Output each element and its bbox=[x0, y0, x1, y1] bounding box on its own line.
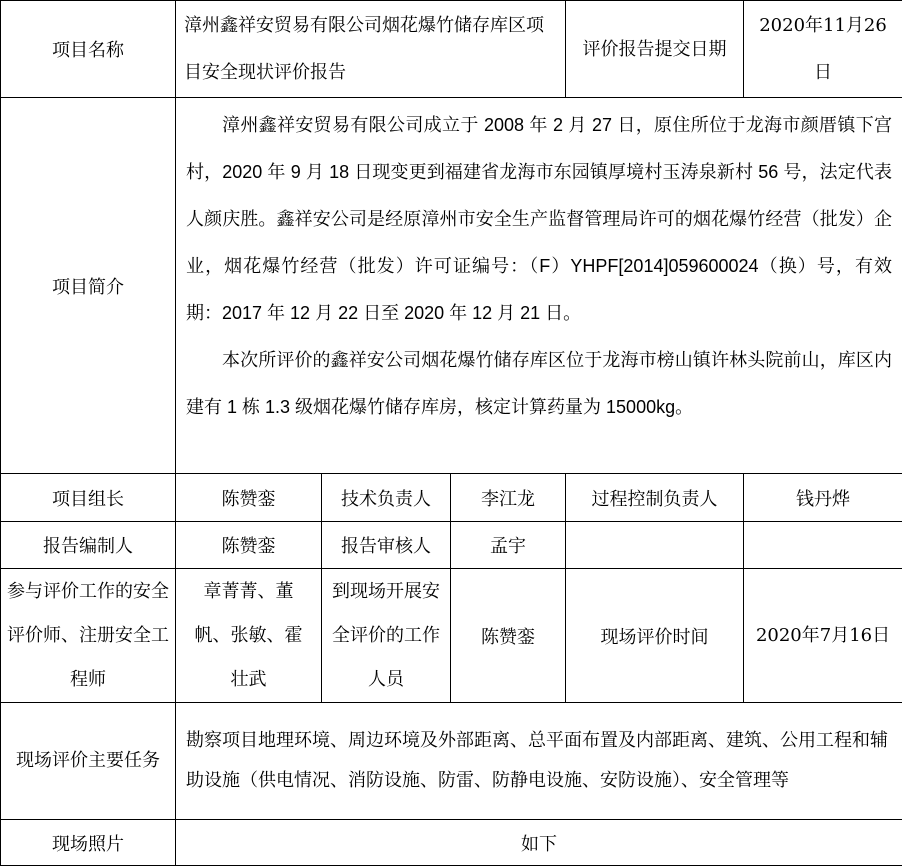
onsite-time-label: 现场评价时间 bbox=[566, 569, 744, 703]
site-photos-label: 现场照片 bbox=[1, 820, 176, 866]
report-date-value: 2020年11月26日 bbox=[744, 1, 902, 98]
report-author-value: 陈赞銮 bbox=[176, 522, 322, 569]
site-photos-row bbox=[1, 820, 902, 866]
project-leader-label: 项目组长 bbox=[1, 474, 176, 522]
evaluators-row bbox=[1, 569, 902, 703]
evaluators-value: 章菁菁、董帆、张敏、霍壮武 bbox=[176, 569, 322, 703]
report-reviewer-value: 孟宇 bbox=[451, 522, 566, 569]
project-name-label: 项目名称 bbox=[1, 1, 176, 98]
report-author-label: 报告编制人 bbox=[1, 522, 176, 569]
site-photos-value: 如下 bbox=[176, 820, 902, 866]
project-intro-content bbox=[176, 98, 902, 474]
project-name-value: 漳州鑫祥安贸易有限公司烟花爆竹储存库区项目安全现状评价报告 bbox=[176, 1, 566, 98]
process-control-label: 过程控制负责人 bbox=[566, 474, 744, 522]
project-name-row bbox=[1, 1, 902, 98]
onsite-staff-label: 到现场开展安全评价的工作人员 bbox=[322, 569, 451, 703]
project-intro-label: 项目简介 bbox=[1, 98, 176, 474]
onsite-time-value: 2020年7月16日 bbox=[744, 569, 902, 703]
report-reviewer-label: 报告审核人 bbox=[322, 522, 451, 569]
empty-cell bbox=[744, 522, 902, 569]
intro-paragraph-1: 漳州鑫祥安贸易有限公司成立于 2008 年 2 月 27 日，原住所位于龙海市颜厝镇下宫村，2020 年 9 月 18 日现变更到福建省龙海市东园镇厚境村玉涛泉新村 56 号，法定代表人颜庆胜。鑫祥安公司是经原漳州市安全生产监督管理局许可的烟花爆竹经营（批发）企业，烟花爆竹经营（批发）许可证编号：（F）YHPF[2014]059600024（换）号，有效期：2017 年 12 月 22 日至 2020 年 12 月 21 日。 bbox=[186, 115, 893, 323]
main-task-label: 现场评价主要任务 bbox=[1, 703, 176, 820]
report-author-row bbox=[1, 522, 902, 569]
main-task-value: 勘察项目地理环境、周边环境及外部距离、总平面布置及内部距离、建筑、公用工程和辅助设施（供电情况、消防设施、防雷、防静电设施、安防设施）、安全管理等 bbox=[176, 703, 902, 820]
project-leader-row bbox=[1, 474, 902, 522]
project-intro-row bbox=[1, 98, 902, 474]
onsite-staff-value: 陈赞銮 bbox=[451, 569, 566, 703]
report-date-label: 评价报告提交日期 bbox=[566, 1, 744, 98]
tech-lead-value: 李江龙 bbox=[451, 474, 566, 522]
project-leader-value: 陈赞銮 bbox=[176, 474, 322, 522]
evaluators-label: 参与评价工作的安全评价师、注册安全工程师 bbox=[1, 569, 176, 703]
process-control-value: 钱丹烨 bbox=[744, 474, 902, 522]
tech-lead-label: 技术负责人 bbox=[322, 474, 451, 522]
intro-paragraph-2: 本次所评价的鑫祥安公司烟花爆竹储存库区位于龙海市榜山镇许林头院前山，库区内建有 1 栋 1.3 级烟花爆竹储存库房，核定计算药量为 15000kg。 bbox=[186, 350, 893, 417]
empty-cell bbox=[566, 522, 744, 569]
main-task-row bbox=[1, 703, 902, 820]
